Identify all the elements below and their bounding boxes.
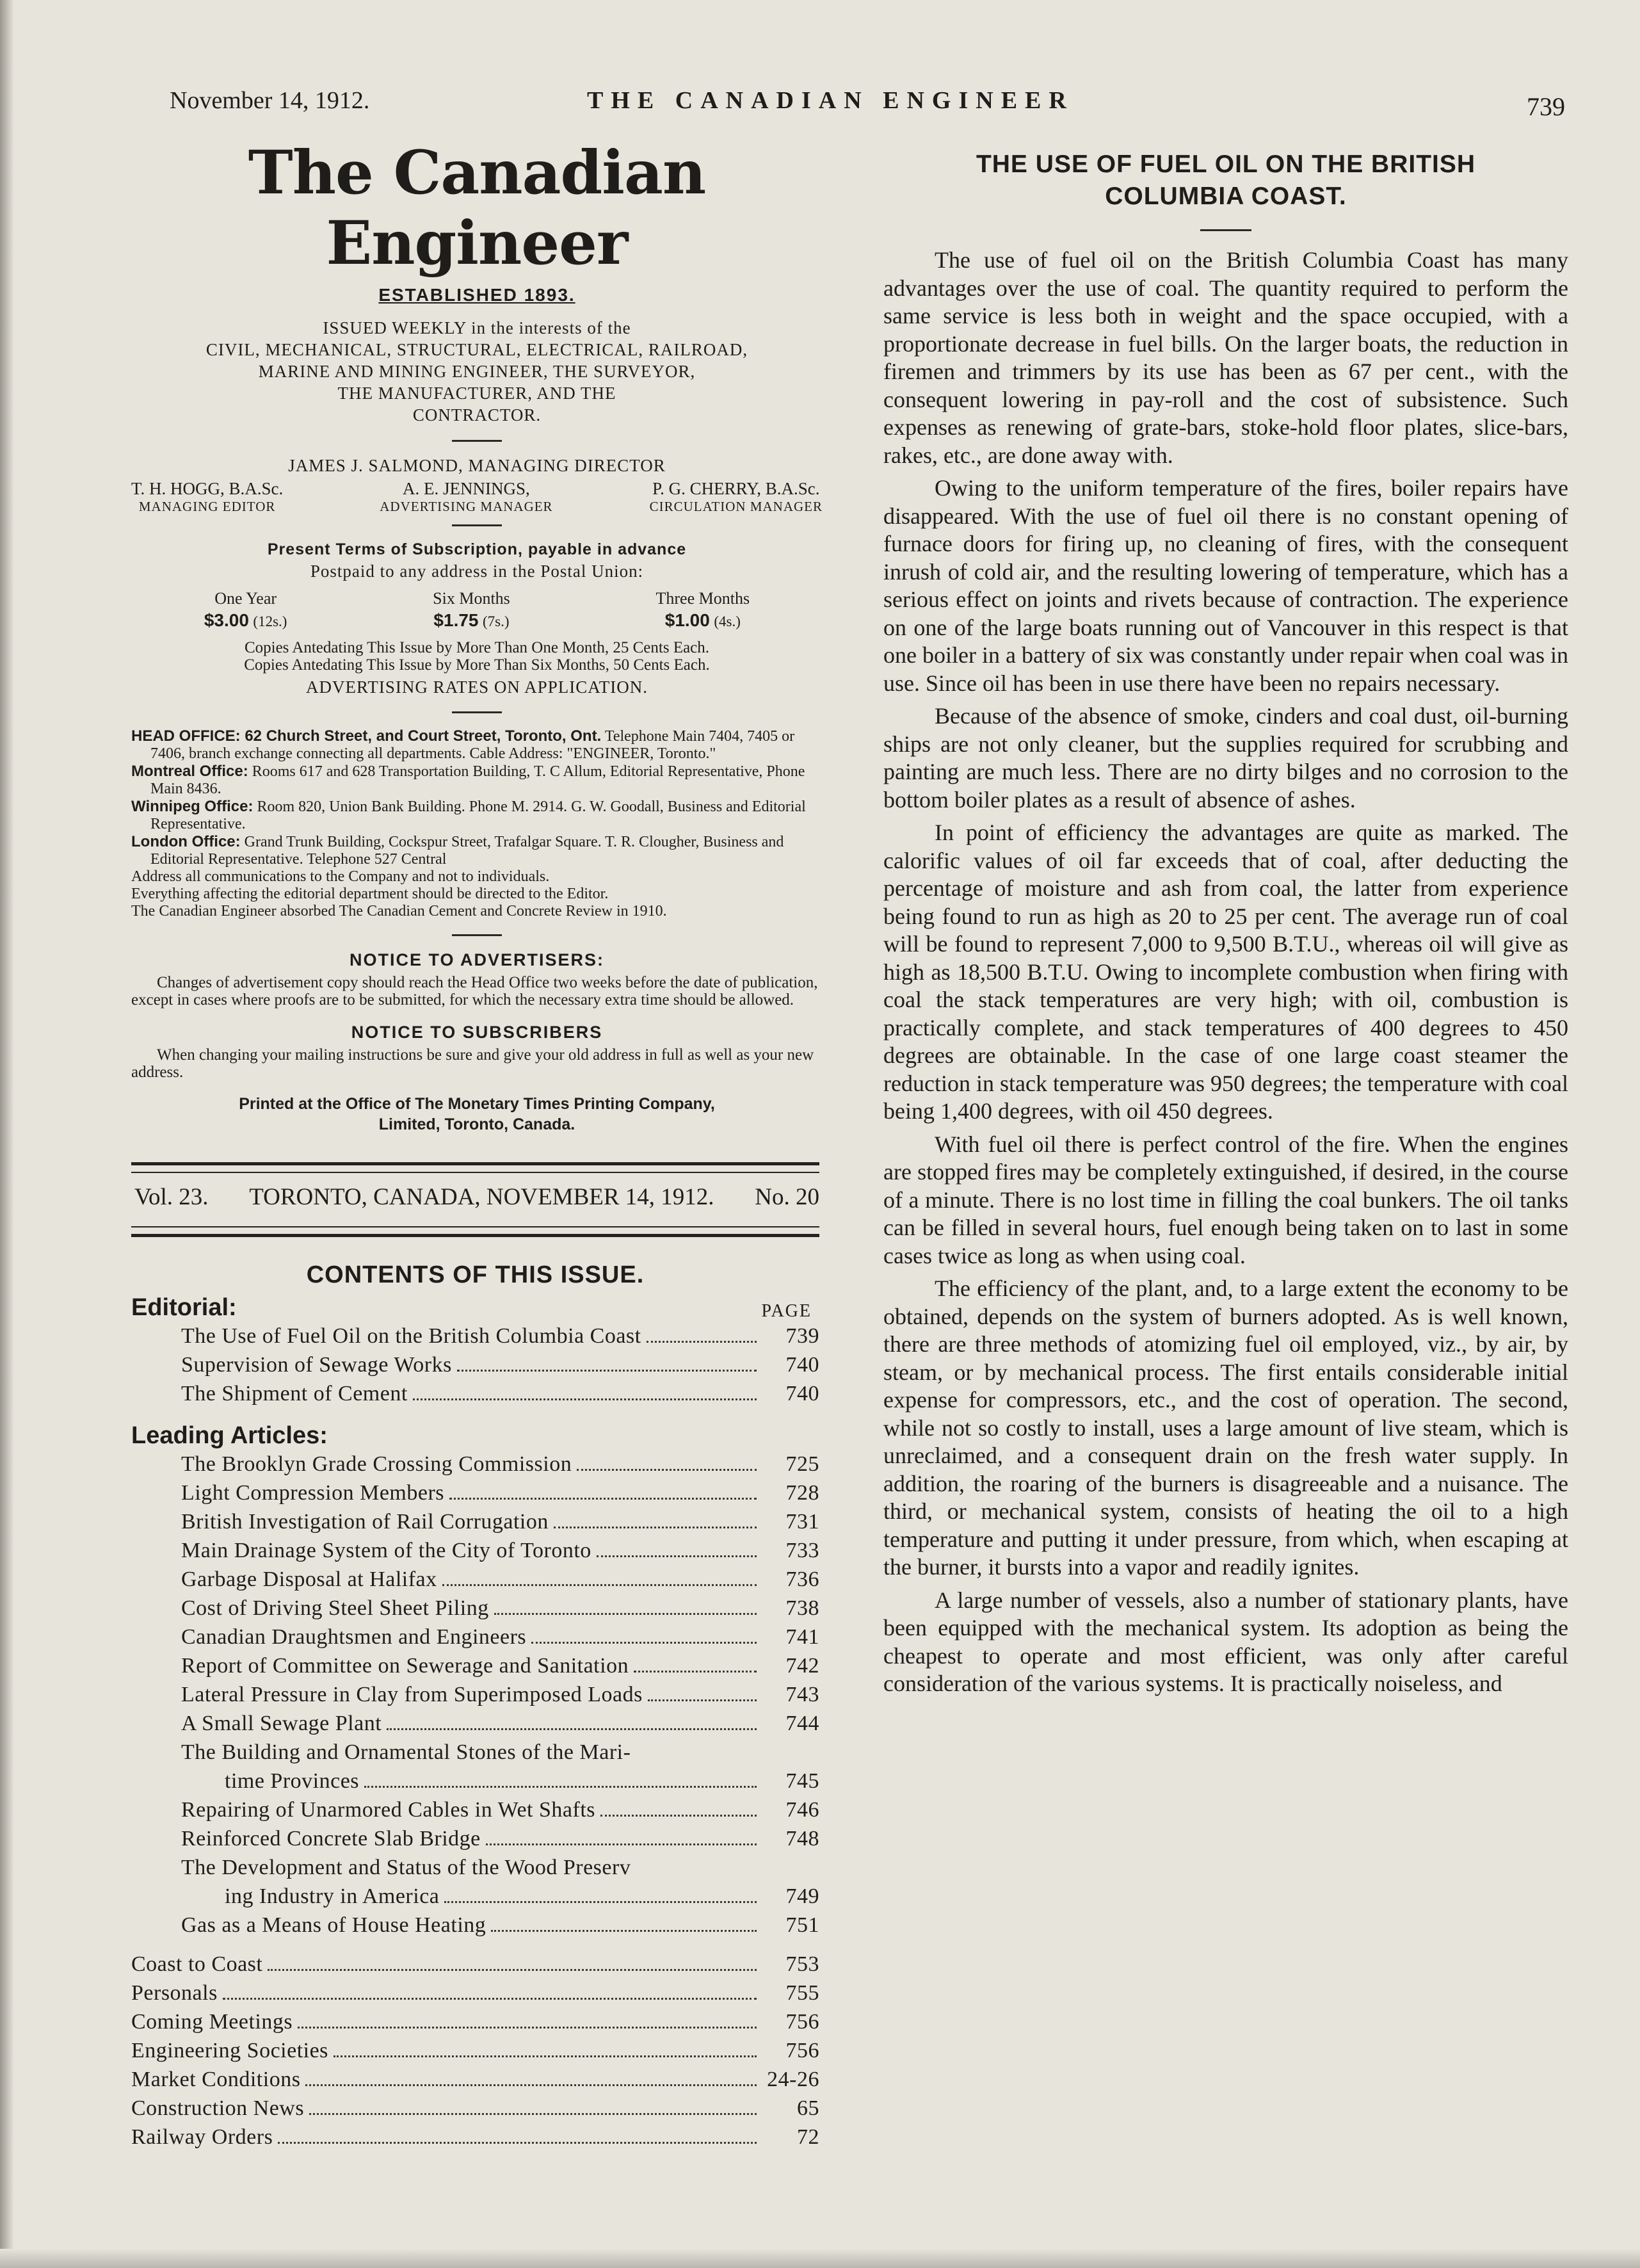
divider: [1200, 229, 1251, 231]
editorial-list: [131, 1322, 819, 1408]
toc-entry-page: 24-26: [767, 2068, 819, 2091]
masthead-column: [131, 138, 823, 1135]
divider: [452, 440, 502, 442]
issued-line: CIVIL, MECHANICAL, STRUCTURAL, ELECTRICAL, RAILROAD,: [205, 340, 748, 359]
staff-list: [131, 480, 823, 515]
toc-entry: [131, 1536, 819, 1565]
volume-number: Vol. 23.: [134, 1184, 209, 1210]
dot-leader: [457, 1370, 757, 1372]
article-title-line: COLUMBIA COAST.: [1105, 182, 1347, 210]
toc-entry: [131, 1594, 819, 1623]
staff-member: [131, 480, 283, 515]
toc-entry-page: 742: [785, 1654, 819, 1678]
toc-entry-page: 743: [785, 1683, 819, 1706]
dot-leader: [413, 1398, 757, 1400]
printer-line: Printed at the Office of The Monetary Times Printing Company,: [239, 1095, 715, 1113]
office-details: Grand Trunk Building, Cockspur Street, Trafalgar Square. T. R. Clougher, Business and Editorial Representative. Telephone 527 Central: [150, 834, 784, 868]
toc-entry-page: 736: [785, 1567, 819, 1591]
dot-leader: [648, 1699, 757, 1701]
term-price: $1.00 (4s.): [664, 610, 741, 630]
dot-leader: [647, 1341, 757, 1343]
toc-entry-page: 756: [785, 2039, 819, 2062]
toc-entry-title: The Brooklyn Grade Crossing Commission: [181, 1452, 572, 1476]
back-copies-line: Copies Antedating This Issue by More Than One Month, 25 Cents Each.: [244, 639, 710, 656]
toc-entry-page: 756: [785, 2010, 819, 2034]
notice-subscribers-text: When changing your mailing instructions be sure and give your old address in full as well as your new address.: [131, 1046, 814, 1081]
divider: [452, 934, 502, 936]
toc-entry-title: British Investigation of Rail Corrugation: [181, 1510, 549, 1534]
toc-entry-page: 749: [785, 1884, 819, 1908]
table-of-contents: [131, 1261, 819, 2151]
toc-entry-page: 744: [785, 1712, 819, 1735]
toc-entry-title: time Provinces: [225, 1769, 360, 1793]
toc-entry-title: The Building and Ornamental Stones of the Mari-: [181, 1740, 631, 1764]
dot-leader: [634, 1671, 757, 1673]
toc-entry: [131, 1979, 819, 2007]
volume-place-date: TORONTO, CANADA, NOVEMBER 14, 1912.: [249, 1184, 714, 1210]
page-column-label: PAGE: [761, 1301, 812, 1321]
issued-weekly-block: [131, 317, 823, 426]
office-entry: [131, 833, 823, 868]
notice-subscribers-title: NOTICE TO SUBSCRIBERS: [351, 1023, 603, 1042]
staff-member: [650, 480, 823, 515]
subscription-term: [656, 588, 750, 633]
issued-line: MARINE AND MINING ENGINEER, THE SURVEYOR,: [258, 362, 696, 381]
toc-entry-page: 738: [785, 1596, 819, 1620]
article-paragraph: The efficiency of the plant, and, to a large extent the economy to be obtained, depends on the system of burners adopted. As is well known, there are three methods of atomizing fuel oil employed, viz., by air, by steam, or by mechanical process. The first entails considerable initial expense for compressors, etc., and the cost of operation. The second, while not so costly to install, uses a large amount of live steam, which is unreclaimed, and a consequent drain on the fresh water supply. In addition, the roaring of the burners is disagreeable and a nuisance. The third, or mechanical system, consists of heating the oil to a high temperature and putting it under pressure, from which, when escaping at the burner, it bursts into a vapor and readily ignites.: [883, 1276, 1568, 1580]
office-entry: [131, 727, 823, 763]
contents-title: CONTENTS OF THIS ISSUE.: [306, 1261, 645, 1288]
dot-leader: [298, 2027, 757, 2029]
toc-entry-page: 731: [785, 1510, 819, 1534]
office-note: Address all communications to the Company and not to individuals.: [131, 868, 550, 885]
article-paragraph: The use of fuel oil on the British Columbia Coast has many advantages over the use of coal. The quantity required to perform the same service is less both in weight and the space occupied, with a proportionate decrease in fuel bills. On the larger boats, the reduction in firemen and trimmers by its use has been as 67 per cent., with the consequent lowering in pay-roll and the cost of subsistence. Such expenses as renewing of grate-bars, stoke-hold floor plates, slice-bars, rakes, etc., are done away with.: [883, 247, 1568, 468]
toc-entry-page: 728: [785, 1481, 819, 1505]
toc-entry-title: Construction News: [131, 2096, 305, 2120]
dot-leader: [494, 1613, 757, 1615]
office-note: Everything affecting the editorial department should be directed to the Editor.: [131, 886, 609, 902]
issued-line: CONTRACTOR.: [412, 405, 542, 425]
term-price: $1.75 (7s.): [433, 610, 510, 630]
issued-line: THE MANUFACTURER, AND THE: [337, 384, 616, 403]
toc-entry-page: 755: [785, 1981, 819, 2005]
dot-leader: [334, 2055, 757, 2057]
toc-entry-page: 739: [785, 1324, 819, 1348]
article-paragraph: A large number of vessels, also a number of stationary plants, have been equipped with the mechanical system. Its adoption as being the cheapest to operate and most efficient, was only after careful consideration of the various systems. It is practically noiseless, and: [883, 1587, 1568, 1696]
leading-header-row: [131, 1422, 819, 1450]
toc-entry-title: Reinforced Concrete Slab Bridge: [181, 1827, 481, 1851]
toc-entry: [131, 1795, 819, 1824]
toc-entry: [131, 2123, 819, 2151]
toc-entry-title: Report of Committee on Sewerage and Sanitation: [181, 1654, 629, 1678]
dot-leader: [486, 1843, 757, 1845]
staff-role: ADVERTISING MANAGER: [380, 499, 553, 514]
office-details: Rooms 617 and 628 Transportation Building, T. C Allum, Editorial Representative, Phone Main 8436.: [150, 763, 805, 797]
toc-entry: [131, 1478, 819, 1507]
article-paragraph: With fuel oil there is perfect control of the fire. When the engines are stopped fires may be completely extinguished, if desired, in the course of a minute. There is no lost time in filling the coal bunkers. The oil tanks can be filled in several hours, fuel enough being taken on to last in some cases twice as long as when using coal.: [883, 1131, 1568, 1268]
toc-entry-page: 740: [785, 1382, 819, 1405]
article-paragraph: Owing to the uniform temperature of the fires, boiler repairs have disappeared. With the use of fuel oil there is no constant opening of furnace doors for firing up, no cleaning of fires, with the consequent inrush of cold air, and the resulting lowering of temperature, which has a serious effect on joints and rivets because of contraction. The experience on one of the large boats running out of Vancouver in this respect is that one boiler in a battery of six was constantly under repair when coal was in use. Since oil has been in use there have been no repairs necessary.: [883, 475, 1568, 696]
toc-entry-page: 753: [785, 1952, 819, 1976]
back-copies-block: [131, 639, 823, 674]
toc-entry-title: Coast to Coast: [131, 1952, 263, 1976]
term-period: Six Months: [433, 589, 510, 608]
toc-entry-title: Repairing of Unarmored Cables in Wet Shafts: [181, 1798, 595, 1822]
toc-entry: [131, 1651, 819, 1680]
subscription-term: [204, 588, 287, 633]
staff-name: T. H. HOGG, B.A.Sc.: [131, 479, 284, 498]
editorial-header-row: [131, 1294, 819, 1322]
office-entry: [131, 798, 823, 833]
toc-entry: [131, 1911, 819, 1940]
office-details: Room 820, Union Bank Building. Phone M. 2914. G. W. Goodall, Business and Editorial Representative.: [150, 798, 806, 832]
dot-leader: [364, 1786, 757, 1788]
toc-entry: [131, 1350, 819, 1379]
toc-entry: [131, 2007, 819, 2036]
dot-leader: [444, 1901, 757, 1903]
toc-entry-title: Light Compression Members: [181, 1481, 445, 1505]
toc-entry-page: 725: [785, 1452, 819, 1476]
toc-entry-title: Main Drainage System of the City of Toronto: [181, 1539, 591, 1562]
printer-imprint: [131, 1094, 823, 1135]
term-period: Three Months: [655, 589, 750, 608]
subscription-term: [433, 588, 510, 633]
office-name: London Office:: [131, 833, 241, 850]
toc-entry-page: 751: [785, 1913, 819, 1937]
offices-block: [131, 727, 823, 920]
toc-entry-title: Supervision of Sewage Works: [181, 1353, 452, 1377]
toc-entry-title: Cost of Driving Steel Sheet Piling: [181, 1596, 489, 1620]
toc-entry-page: 745: [785, 1769, 819, 1793]
toc-entry: [131, 1738, 819, 1767]
office-note: The Canadian Engineer absorbed The Canadian Cement and Concrete Review in 1910.: [131, 903, 667, 919]
office-name: Winnipeg Office:: [131, 798, 253, 815]
printer-line: Limited, Toronto, Canada.: [378, 1115, 575, 1133]
leading-articles-list: [131, 1450, 819, 1738]
toc-entry-title: The Use of Fuel Oil on the British Columbia Coast: [181, 1324, 641, 1348]
divider: [452, 711, 502, 713]
established-line: ESTABLISHED 1893.: [378, 285, 575, 305]
toc-entry-title: The Development and Status of the Wood Preserv: [181, 1856, 631, 1879]
back-copies-line: Copies Antedating This Issue by More Than Six Months, 50 Cents Each.: [244, 656, 710, 674]
toc-entry-page: 65: [797, 2096, 819, 2120]
article-body: [883, 247, 1568, 1698]
dot-leader: [223, 1998, 757, 2000]
page-number: 739: [1527, 92, 1565, 121]
toc-entry-page: 740: [785, 1353, 819, 1377]
office-entry: [131, 763, 823, 798]
postpaid-line: Postpaid to any address in the Postal Union:: [310, 562, 644, 581]
issue-date: November 14, 1912.: [170, 87, 370, 114]
term-price: $3.00 (12s.): [204, 610, 287, 630]
toc-entry: [131, 1824, 819, 1853]
article-title: [883, 149, 1568, 213]
article-paragraph: Because of the absence of smoke, cinders and coal dust, oil-burning ships are not only cleaner, but the supplies required for scrubbing and painting are much less. There are no dirty bilges and no corrosion to the bottom boiler plates as a result of absence of ashes.: [883, 703, 1568, 813]
page-edge-shadow: [0, 0, 14, 2268]
editorial-heading: Editorial:: [131, 1294, 237, 1321]
toc-entry-title: Market Conditions: [131, 2068, 301, 2091]
toc-entry: [131, 1322, 819, 1350]
article-title-line: THE USE OF FUEL OIL ON THE BRITISH: [976, 150, 1476, 178]
toc-entry-title: Railway Orders: [131, 2125, 273, 2149]
notice-advertisers-title: NOTICE TO ADVERTISERS:: [349, 950, 605, 969]
office-name: HEAD OFFICE: 62 Church Street, and Court Street, Toronto, Ont.: [131, 727, 602, 745]
toc-entry-title: A Small Sewage Plant: [181, 1712, 382, 1735]
subscription-title: Present Terms of Subscription, payable in advance: [267, 540, 687, 558]
office-name: Montreal Office:: [131, 763, 248, 780]
dot-leader: [268, 1969, 757, 1971]
office-details: Telephone Main 7404, 7405 or 7406, branch exchange connecting all departments. Cable Address: "ENGINEER, Toronto.": [150, 728, 795, 762]
issued-line: ISSUED WEEKLY in the interests of the: [323, 318, 631, 337]
staff-member: [380, 480, 552, 515]
toc-entry: [131, 1507, 819, 1536]
toc-entry-title: Canadian Draughtsmen and Engineers: [181, 1625, 527, 1649]
leading-articles-list: [131, 1795, 819, 1853]
toc-entry: [131, 2065, 819, 2094]
leading-articles-heading: Leading Articles:: [131, 1422, 328, 1449]
toc-entry-page: 746: [785, 1798, 819, 1822]
journal-running-title: THE CANADIAN ENGINEER: [587, 87, 1074, 114]
article-paragraph: In point of efficiency the advantages are quite as marked. The calorific values of oil far exceeds that of coal, after deducting the percentage of moisture and ash from coal, the latter from experience being found to run as high as 20 to 25 per cent. The average run of coal will be found to represent 7,000 to 9,500 B.T.U., whereas oil will give as high as 18,500 B.T.U. Owing to incomplete combustion when firing with coal the stack temperatures are very high; with oil, combustion is practically complete, and stack temperatures of 400 degrees to 450 degrees are obtainable. In the case of one large coast steamer the reduction in stack temperature was 950 degrees; the temperature with coal being 1,400 degrees, with oil 450 degrees.: [883, 820, 1568, 1124]
toc-entry-title: Garbage Disposal at Halifax: [181, 1567, 437, 1591]
toc-entry-page: 72: [797, 2125, 819, 2149]
toc-entry-continuation: [131, 1767, 819, 1795]
staff-name: A. E. JENNINGS,: [403, 479, 530, 498]
double-rule-bottom: [131, 1226, 819, 1237]
subscription-prices: [131, 588, 823, 633]
dot-leader: [305, 2084, 757, 2086]
toc-entry: [131, 1450, 819, 1478]
toc-entry: [131, 1853, 819, 1882]
toc-entry: [131, 2094, 819, 2123]
managing-director: JAMES J. SALMOND, MANAGING DIRECTOR: [288, 456, 666, 475]
dot-leader: [491, 1930, 757, 1932]
toc-entry-title: Gas as a Means of House Heating: [181, 1913, 486, 1937]
dot-leader: [597, 1555, 757, 1557]
toc-entry: [131, 2036, 819, 2065]
masthead-title: The Canadian Engineer: [248, 138, 706, 279]
toc-entry-title: Coming Meetings: [131, 2010, 293, 2034]
toc-entry: [131, 1950, 819, 1979]
toc-entry-title: Lateral Pressure in Clay from Superimposed Loads: [181, 1683, 643, 1706]
issue-number: No. 20: [755, 1184, 819, 1210]
toc-entry: [131, 1709, 819, 1738]
toc-entry-title: The Shipment of Cement: [181, 1382, 408, 1405]
running-header: [170, 86, 1565, 125]
staff-role: MANAGING EDITOR: [138, 499, 276, 514]
leading-articles-list: [131, 1911, 819, 1940]
advertising-rates: ADVERTISING RATES ON APPLICATION.: [306, 677, 648, 697]
toc-entry-continuation: [131, 1882, 819, 1911]
divider: [452, 524, 502, 526]
notice-advertisers-text: Changes of advertisement copy should reach the Head Office two weeks before the date of publication, except in cases where proofs are to be submitted, for which the necessary extra time should be allowed.: [131, 974, 818, 1008]
staff-role: CIRCULATION MANAGER: [649, 499, 823, 514]
volume-line: [134, 1183, 819, 1211]
article: [883, 149, 1568, 1703]
term-period: One Year: [214, 589, 277, 608]
dot-leader: [449, 1498, 757, 1500]
staff-name: P. G. CHERRY, B.A.Sc.: [652, 479, 820, 498]
toc-entry-title: Personals: [131, 1981, 218, 2005]
toc-entry: [131, 1379, 819, 1408]
dot-leader: [577, 1469, 757, 1471]
double-rule-top: [131, 1162, 819, 1173]
dot-leader: [309, 2113, 757, 2115]
leading-articles-list: [131, 1853, 819, 1911]
toc-entry: [131, 1680, 819, 1709]
dot-leader: [442, 1584, 757, 1586]
page-bottom-shadow: [0, 2249, 1640, 2268]
dot-leader: [387, 1728, 757, 1730]
toc-entry: [131, 1565, 819, 1594]
leading-articles-list: [131, 1738, 819, 1795]
dot-leader: [531, 1642, 757, 1644]
dot-leader: [600, 1815, 757, 1817]
toc-entry-page: 733: [785, 1539, 819, 1562]
departments-list: [131, 1950, 819, 2151]
toc-entry-page: 748: [785, 1827, 819, 1851]
toc-entry: [131, 1623, 819, 1651]
dot-leader: [554, 1527, 757, 1528]
dot-leader: [278, 2142, 757, 2144]
toc-entry-title: Engineering Societies: [131, 2039, 328, 2062]
toc-entry-page: 741: [785, 1625, 819, 1649]
toc-entry-title: ing Industry in America: [225, 1884, 440, 1908]
